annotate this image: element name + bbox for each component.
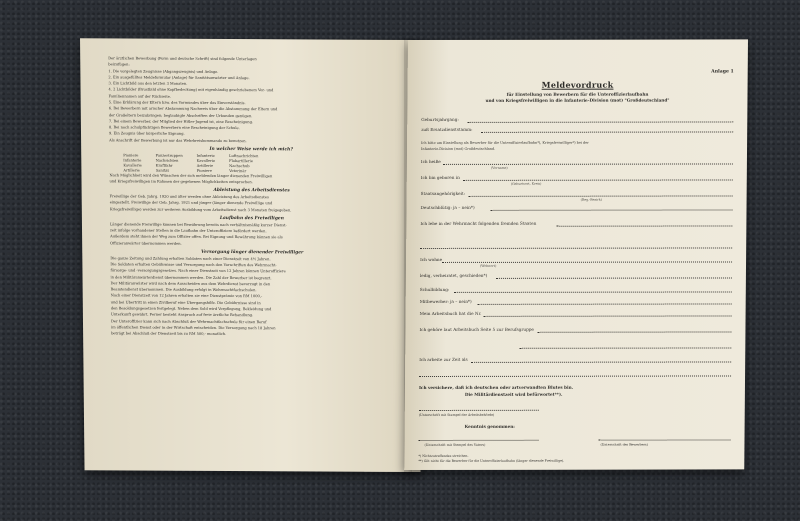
fill-line[interactable] [420, 247, 732, 249]
section-heading: Versorgung länger dienender Freiwilliger [201, 249, 304, 256]
fill-line[interactable] [454, 291, 732, 292]
fill-line[interactable] [496, 277, 732, 278]
form-subtitle: und von Kriegsfreiwilligen in die Infanterie-Division (mot) "Großdeutschland" [485, 97, 670, 103]
fill-line[interactable] [519, 347, 731, 348]
intro-line: 3. Ein Lichtbild aus den letzten 3 Monaten. [108, 81, 188, 86]
fill-line[interactable] [463, 179, 733, 180]
paragraph-line: zeit infolge vorhandener Stellen in die Laufbahn der Unteroffiziere befördert werden. [110, 228, 267, 234]
fill-line[interactable] [442, 261, 732, 263]
form-field: Mitbewerber: ja – nein*) [420, 295, 732, 306]
form-field: Ich bin geboren in (Geburtsort, Kreis) [421, 171, 733, 182]
section-heading: Laufbahn des Freiwilligen [219, 215, 284, 222]
intro-line: Als Anschrift der Bewerbung ist nur das Wehrkreiskommando zu benutzen. [109, 138, 247, 143]
left-page [80, 38, 421, 472]
paragraph-line: eingestellt. Freiwillige der Geb. Jahrg. 1921 und jünger (länger dienende Freiwillige und [109, 200, 273, 206]
fill-line[interactable] [556, 225, 732, 226]
intro-line: Der ärztlichen Bewerbung (Form und deutsche Schrift) sind folgende Unterlagen [108, 56, 257, 62]
fill-line[interactable] [484, 315, 732, 316]
paragraph-line: Offizieranwärter übernommen werden. [110, 241, 182, 246]
form-field: Ich versichere, daß ich deutschen oder artverwandten Blutes bin. [418, 384, 574, 390]
form-field: Ich bitte um Einstellung als Bewerber für die Unteroffizierlaufbahn*), Kriegsfreiwilliger*) bei der [421, 140, 589, 145]
intro-line: beizufügen: [108, 62, 130, 67]
footnote: **) Gilt nicht für die Bewerber für die Unteroffizierlaufbahn (länger dienende Freiwillige). [418, 458, 565, 463]
form-field: Ich gehöre laut Arbeitsbuch Seite 5 zur Berufsgruppe [419, 323, 731, 334]
paragraph-line: Kriegsfreiwillige) werden zur weiteren Ausbildung vom Arbeitsdienst nach 3 Monaten freigegeben. [109, 207, 292, 213]
form-field: Ich heiße (Vorname) [421, 155, 733, 166]
signature-caption: (Unterschrift des Bewerbers) [600, 442, 648, 447]
branch-column: Infanterie Kavallerie Artillerie Pioniere [196, 153, 216, 173]
paragraph-line: Nach einer Dienstzeit von 12 Jahren erhalten sie eine Dienstprämie von RM 1000,- [110, 293, 263, 299]
attachment-label: Anlage 1 [711, 69, 734, 75]
paragraph-line: und bei Übertritt in einen Zivilberuf eine Übergangshilfe. Die Gebührnisse sind in [110, 300, 261, 305]
paragraph-line: Der Unteroffizier kann sich nach Abschluß der Wehrmachtfachschule für einen Beruf [110, 318, 267, 324]
paragraph-line: beträgt bei Abschluß der Dienstzeit bis zu RM 500,- monatlich. [111, 331, 227, 337]
fill-line[interactable] [478, 303, 732, 304]
form-field [419, 367, 731, 378]
paragraph-line: den Besoldungsgesetzen festgelegt. Neben dem Sold wird Verpflegung, Bekleidung und [110, 306, 272, 312]
fill-line[interactable] [471, 361, 731, 362]
form-field: Infanterie-Division (mot) Großdeutschland. [421, 146, 496, 151]
paragraph-line: Die Soldaten erhalten Gebührnisse und Versorgung nach den Vorschriften des Wehrmacht- [110, 262, 277, 268]
intro-line: 2. Ein ausgefülltes Meldeformular (Anlage) für Sanitätsanwärter und Anlage. [108, 75, 250, 80]
form-field: Mein Arbeitsbuch hat die Nr. [420, 307, 732, 318]
paragraph-line: Länger dienende Freiwillige können bei Bewährung bereits nach verhältnismäßig kurzer Dienst- [109, 222, 287, 228]
intro-line: 5. Eine Erklärung der Eltern bzw. des Vormundes über das Einverständnis. [108, 100, 246, 106]
paragraph-line: Die ganze Zeitung und Zahlung erhalten Soldaten nach einer Dienstzeit von 4½ Jahren. [110, 256, 271, 261]
intro-line: 7. Bei einem Bewerber, der Mitglied der Hitler-Jugend ist, eine Bescheinigung. [108, 119, 254, 124]
fill-line[interactable] [481, 131, 733, 132]
intro-list [102, 56, 401, 339]
form-field: Geburtsjahrgang: [421, 113, 733, 124]
paragraph-line: Freiwillige der Geb. Jahrg. 1920 und älter werden ohne Ableistung des Arbeitsdienstes [109, 194, 269, 200]
section-heading: In welcher Weise werde ich mich? [209, 146, 293, 153]
paragraph-line: in den Militäranwärterdienst übernommen werden. Die Zahl der Bewerber ist begrenzt. [110, 274, 272, 280]
paragraph-line: Der Militäranwärter wird nach dem Ausscheiden aus dem Wehrdienst bevorzugt in den [110, 281, 271, 287]
form-field: Ich lebe in der Wehrmacht folgenden fremden Staaten [420, 217, 732, 228]
branch-columns [103, 153, 399, 175]
form-field: Deutschblütig: ja – nein*) [420, 201, 732, 212]
fill-line[interactable] [443, 163, 733, 165]
footnote: *) Nichtzutreffendes streichen. [418, 453, 469, 458]
paragraph-line: Beamtendienst übernommen. Die Ausbildung erfolgt in Wehrmachtfachschulen. [110, 287, 257, 293]
branch-column: Luftnachrichten Flakartillerie Nachschub Veterinär [229, 153, 259, 173]
intro-line: 6. Bei Bewerbern mit arischer Abstammung Nachweis über die Abstammung der Eltern und [108, 106, 278, 112]
signature-line [419, 401, 731, 412]
intro-line: 4. 2 Lichtbilder (Brustbild ohne Kopfbedeckung) mit eigenhändig geschriebenem Vor- und [108, 87, 274, 93]
form-field: ledig, verheiratet, geschieden*) [420, 269, 732, 280]
signature-caption: (Unterschrift mit Stempel des Vaters) [424, 442, 486, 447]
paragraph-line: und Kriegsfreiwilligen im Rahmen der gegebenen Möglichkeiten entsprochen. [109, 179, 253, 185]
intro-line: 9. Ein Zeugnis über körperliche Eignung. [108, 131, 185, 137]
intro-line: Familiennamen auf der Rückseite. [108, 94, 172, 99]
branch-column: Panzertruppen Nachrichten Kraftfahr Sanität [155, 153, 183, 173]
paragraph-line: Unterkunft gewährt. Ferner besteht Anspruch auf freie ärztliche Behandlung. [110, 312, 254, 318]
form-field [420, 239, 732, 250]
form-field [419, 339, 731, 350]
intro-line: 8. Bei noch schulpflichtigen Bewerbern eine Bescheinigung der Schule. [108, 125, 240, 131]
form-field: Staatsangehörigkeit: (Reg.-Bezirk) [421, 187, 733, 198]
form-field: Die Militärdienstzeit wird befürwortet**). [464, 391, 563, 397]
form-field: Schulbildung: [420, 283, 732, 294]
fill-line[interactable] [419, 375, 731, 377]
fill-line[interactable] [419, 440, 539, 441]
form-field: Ich wohne (Wohnort) [420, 253, 732, 264]
paragraph-line: im öffentlichen Dienst oder in der Wirtschaft entscheiden. Die Versorgung nach 18 Jahren [111, 325, 276, 331]
form-title: Meldevordruck [541, 79, 614, 90]
fill-line[interactable] [537, 331, 731, 332]
fill-line[interactable] [419, 410, 539, 411]
paragraph-line: fürsorge- und -versorgungsgesetzes. Nach einer Dienstzeit von 12 Jahren können Unteroffiziere [110, 268, 286, 274]
form-subtitle: für Einstellung von Bewerbern für die Unteroffizierlaufbahn [506, 91, 649, 97]
form-field: zuß Ersatzdienststamm: [421, 123, 733, 134]
intro-line: 1. Die vorgelegten Zeugnisse (Abgangszeugnis) und Anlage. [108, 68, 219, 74]
fill-line[interactable] [491, 209, 733, 210]
intro-line: der Großeltern beizubringen; beglaubigte Abschriften der Urkunden genügen. [108, 112, 253, 118]
fill-line[interactable] [598, 439, 730, 440]
form-field: Ich arbeite zur Zeit als [419, 353, 731, 364]
section-heading: Ableistung des Arbeitsdienstes [213, 188, 290, 194]
right-page [404, 39, 748, 470]
branch-column: Pioniere Infanterie Kavallerie Artillerie [123, 153, 142, 173]
signature-line [418, 431, 730, 442]
signature-caption: (Unterschrift mit Stempel der Arbeitsbehörde) [418, 412, 495, 417]
paragraph-line: Außerdem steht ihnen der Weg zum Offizier offen. Bei Eignung und Bewährung können sie als [110, 234, 283, 240]
paragraph-line: Nach Möglichkeit wird den Wünschen der sich meldenden länger dienenden Freiwilligen [109, 173, 273, 179]
acknowledged-label: Kenntnis genommen: [464, 423, 515, 429]
